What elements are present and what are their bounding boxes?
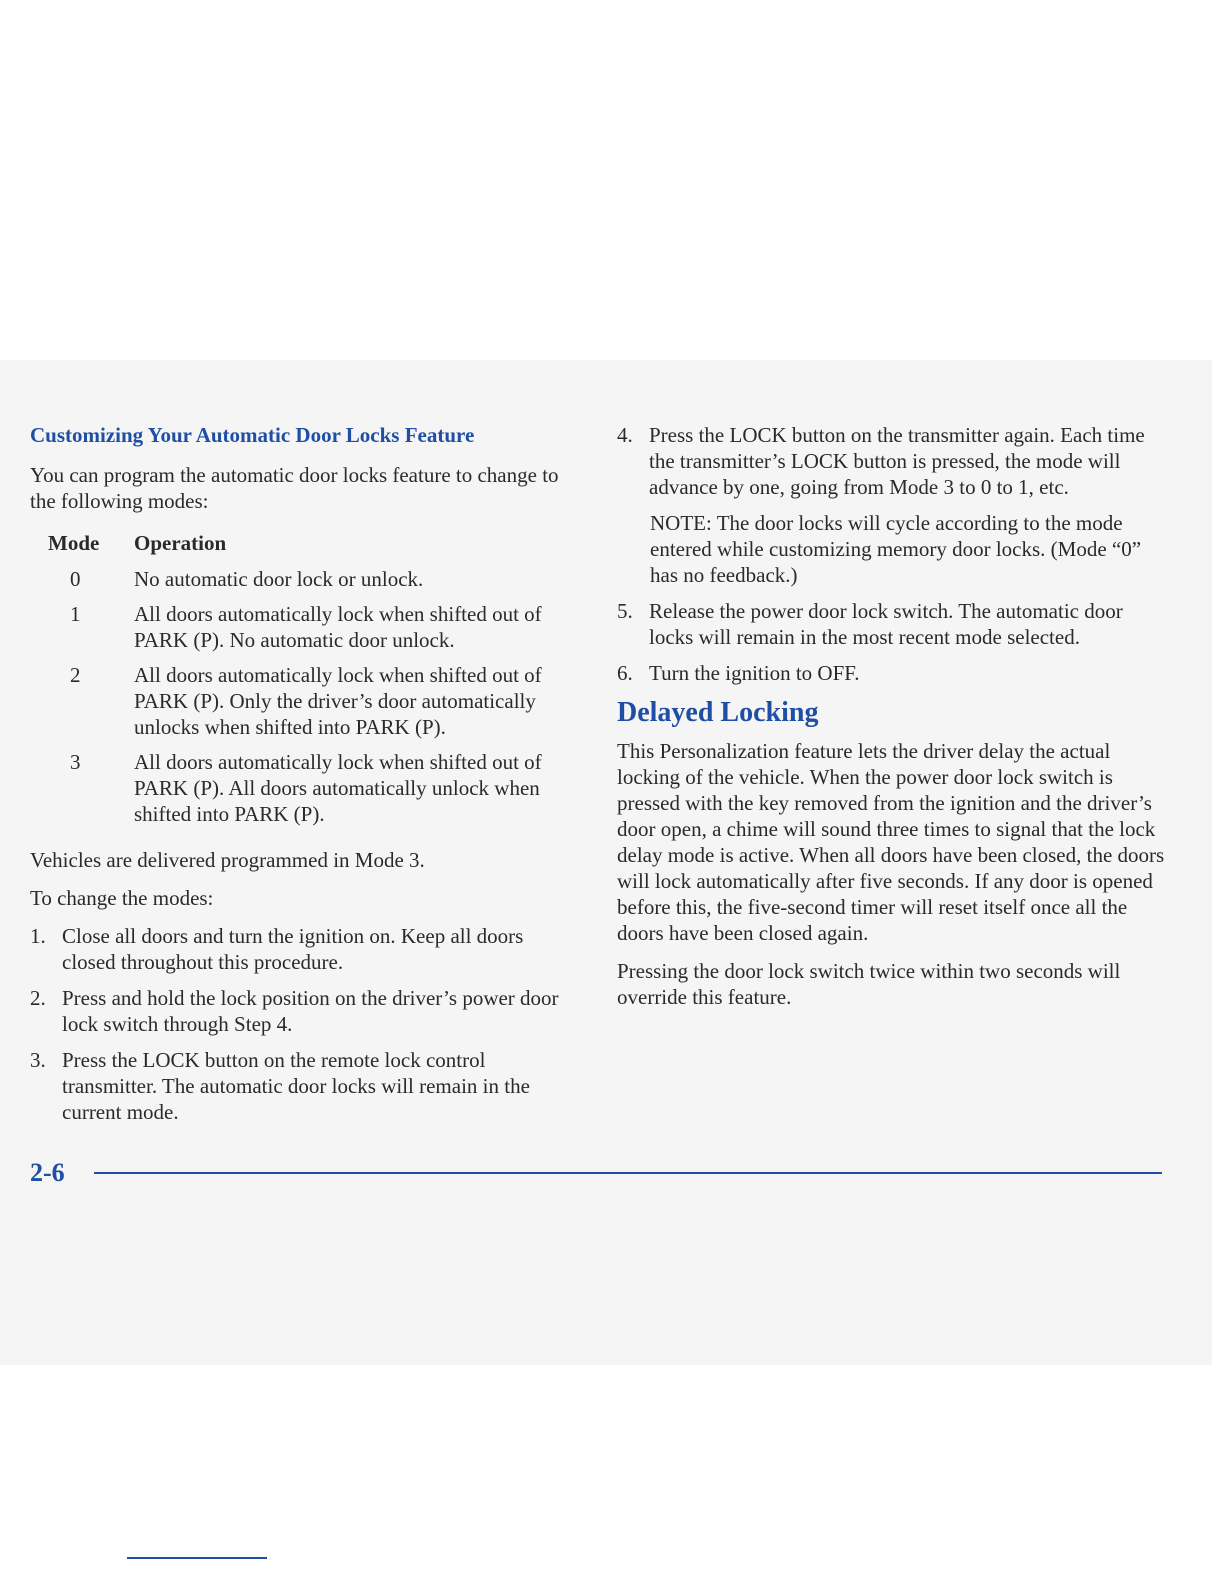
delivered-paragraph: Vehicles are delivered programmed in Mode 3. <box>30 848 425 872</box>
mode-operation: All doors automatically lock when shifted out of PARK (P). All doors automatically unlock when shifted into PARK (P). <box>134 750 542 826</box>
mode-operation: No automatic door lock or unlock. <box>134 567 424 591</box>
step-number: 6. <box>617 661 633 685</box>
step-text: Close all doors and turn the ignition on. Keep all doors closed throughout this procedure. <box>62 924 524 974</box>
step-item <box>617 422 1167 500</box>
mode-row <box>48 662 570 740</box>
left-column <box>30 422 570 1135</box>
mode-operation: All doors automatically lock when shifted out of PARK (P). Only the driver’s door automatically unlocks when shifted into PARK (P). <box>134 663 542 739</box>
intro-paragraph: You can program the automatic door locks feature to change to the following modes: <box>30 463 559 513</box>
mode-table-header <box>48 530 570 556</box>
override-paragraph: Pressing the door lock switch twice within two seconds will override this feature. <box>617 959 1121 1009</box>
section-title-delayed-locking: Delayed Locking <box>617 697 819 728</box>
step-number: 1. <box>30 924 46 948</box>
section-title-customizing: Customizing Your Automatic Door Locks Feature <box>30 423 475 447</box>
step-number: 2. <box>30 986 46 1010</box>
mode-table <box>48 530 570 827</box>
footer-rule <box>94 1172 1162 1174</box>
operation-column-header: Operation <box>134 531 227 555</box>
mode-row <box>48 749 570 827</box>
step-item <box>30 923 570 975</box>
step-text: Press and hold the lock position on the driver’s power door lock switch through Step 4. <box>62 986 559 1036</box>
mode-row <box>48 566 570 592</box>
step-text: Turn the ignition to OFF. <box>649 661 860 685</box>
step-item <box>30 1047 570 1125</box>
mode-column-header: Mode <box>48 531 100 555</box>
bottom-rule <box>127 1557 267 1559</box>
mode-row <box>48 601 570 653</box>
delayed-locking-paragraph: This Personalization feature lets the driver delay the actual locking of the vehicle. When the power door lock switch is pressed with the key removed from the ignition and the driver’s door open, a chime will sound three times to signal that the lock delay mode is active. When all doors have been closed, the doors will lock automatically after five seconds. If any door is opened before this, the five-second timer will reset itself once all the doors have been closed again. <box>617 739 1165 945</box>
step-item <box>617 660 1167 686</box>
step-number: 3. <box>30 1048 46 1072</box>
page-number: 2-6 <box>30 1158 65 1187</box>
note-paragraph: NOTE: The door locks will cycle according to the mode entered while customizing memory door locks. (Mode “0” has no feedback.) <box>650 511 1142 587</box>
step-number: 4. <box>617 423 633 447</box>
mode-number: 0 <box>70 567 81 591</box>
step-item <box>617 598 1167 650</box>
step-text: Press the LOCK button on the transmitter again. Each time the transmitter’s LOCK button is pressed, the mode will advance by one, going from Mode 3 to 0 to 1, etc. <box>649 423 1145 499</box>
step-text: Release the power door lock switch. The automatic door locks will remain in the most recent mode selected. <box>649 599 1123 649</box>
mode-number: 2 <box>70 663 81 687</box>
mode-operation: All doors automatically lock when shifted out of PARK (P). No automatic door unlock. <box>134 602 542 652</box>
mode-number: 1 <box>70 602 81 626</box>
to-change-paragraph: To change the modes: <box>30 886 214 910</box>
page-footer <box>30 1158 1162 1188</box>
step-item <box>30 985 570 1037</box>
right-column <box>617 422 1167 1022</box>
step-number: 5. <box>617 599 633 623</box>
step-text: Press the LOCK button on the remote lock control transmitter. The automatic door locks will remain in the current mode. <box>62 1048 530 1124</box>
mode-number: 3 <box>70 750 81 774</box>
